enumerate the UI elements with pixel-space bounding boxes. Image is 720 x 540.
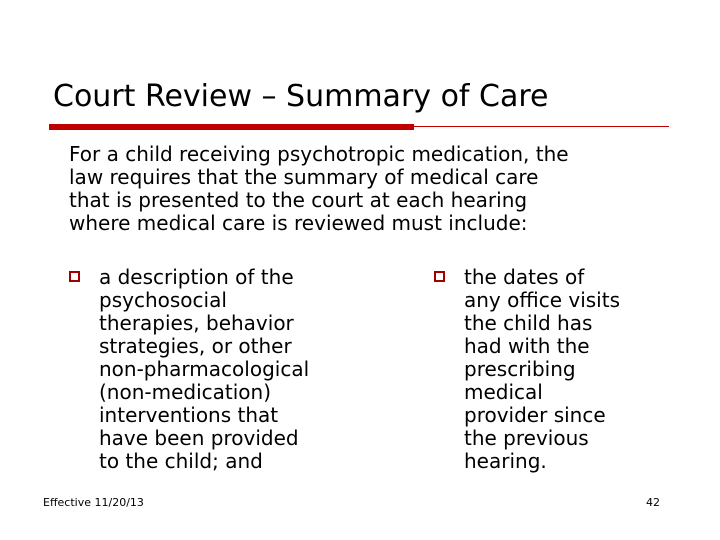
intro-text: For a child receiving psychotropic medication, the law requires that the summary of medical care that is presented to the court at each hearing where medical care is reviewed must include: <box>69 142 569 235</box>
slide-title: Court Review – Summary of Care <box>53 79 549 114</box>
footer-effective-date: Effective 11/20/13 <box>43 496 144 509</box>
hollow-square-bullet-icon <box>434 271 445 282</box>
bullet-text-left: a description of the psychosocial therapies, behavior strategies, or other non-pharmacological (non-medication) interventions that have been provided to the child; and <box>99 265 310 473</box>
title-underline-thin <box>414 126 669 127</box>
title-underline-accent <box>49 124 414 130</box>
bullet-item-right <box>434 266 674 473</box>
intro-paragraph <box>69 143 679 235</box>
bullet-item-left <box>69 266 369 473</box>
footer-page-number: 42 <box>646 496 660 509</box>
bullet-text-right: the dates of any office visits the child has had with the prescribing medical provider since the previous hearing. <box>464 265 620 473</box>
hollow-square-bullet-icon <box>69 271 80 282</box>
